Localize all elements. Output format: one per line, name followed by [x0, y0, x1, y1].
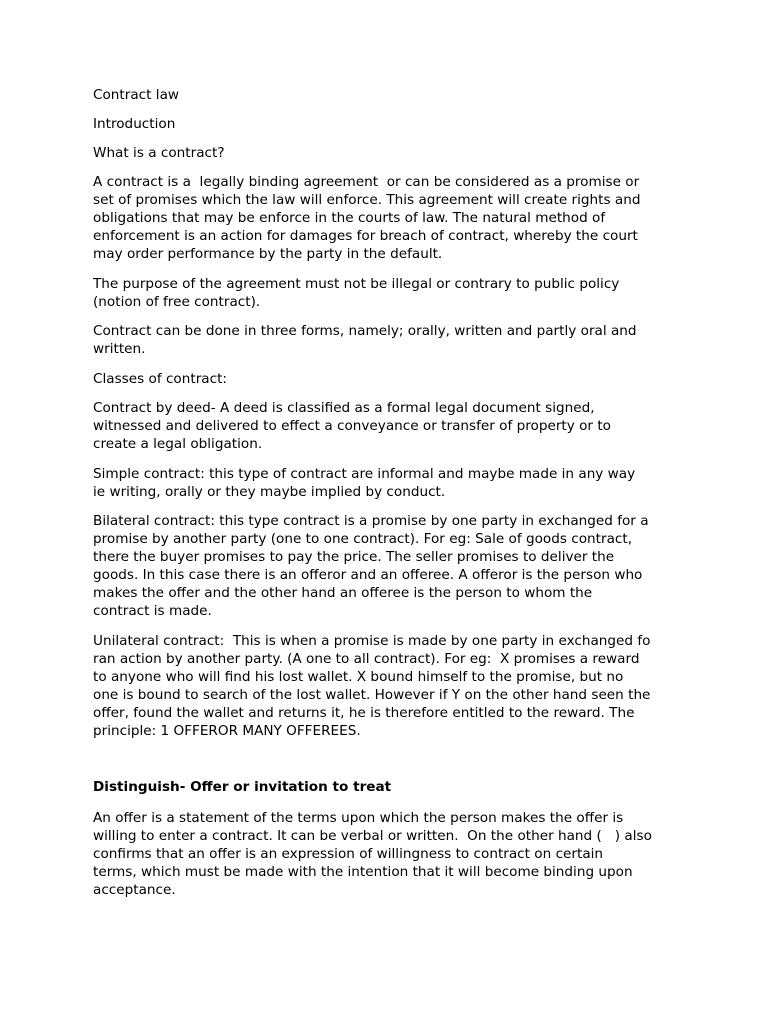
document-title: Contract law — [93, 87, 180, 103]
paragraph-unilateral: Unilateral contract: This is when a promise is made by one party in exchanged fo ran action by another party. (A one to all contract). For eg: X promises a reward to anyone who will find his lost wallet. X bound himself to the promise, but no one is bound to search of the lost wallet. However if Y on the other hand seen the offer, found the wallet and returns it, he is therefore entitled to the reward. The principle: 1 OFFEROR MANY OFFEREES. — [93, 632, 651, 739]
paragraph-forms: Contract can be done in three forms, namely; orally, written and partly oral and written. — [93, 323, 637, 357]
paragraph-simple: Simple contract: this type of contract are informal and maybe made in any way ie writing, orally or they maybe implied by conduct. — [93, 465, 636, 500]
paragraph-bilateral: Bilateral contract: this type contract is a promise by one party in exchanged for a promise by another party (one to one contract). For eg: Sale of goods contract, there the buyer promises to pay the price. The seller promises to deliver the goods. In this case there is an offeror and an offeree. A offeror is the person who makes the offer and the other hand an offeree is the person to whom the contract is made. — [93, 513, 649, 619]
paragraph-definition: A contract is a legally binding agreement or can be considered as a promise or set of promises which the law will enforce. This agreement will create rights and obligations that may be enforce in the courts of law. The natural method of enforcement is an action for damages for breach of contract, whereby the court may order performance by the party in the default. — [93, 174, 641, 262]
paragraph-deed: Contract by deed- A deed is classified as a formal legal document signed, witnessed and delivered to effect a conveyance or transfer of property or to create a legal obligation. — [93, 400, 611, 452]
document-page — [93, 86, 683, 910]
paragraph-purpose: The purpose of the agreement must not be illegal or contrary to public policy (notion of free contract). — [93, 275, 620, 310]
paragraph-offer: An offer is a statement of the terms upon which the person makes the offer is willing to enter a contract. It can be verbal or written. On the other hand ( ) also confirms that an offer is an expression of willingness to contract on certain terms, which must be made with the intention that it will become binding upon acceptance. — [93, 809, 652, 898]
paragraph-classes-label: Classes of contract: — [93, 370, 227, 387]
question-line: What is a contract? — [93, 145, 225, 161]
section-heading: Distinguish- Offer or invitation to treat — [93, 778, 392, 795]
document-subtitle: Introduction — [93, 116, 176, 132]
